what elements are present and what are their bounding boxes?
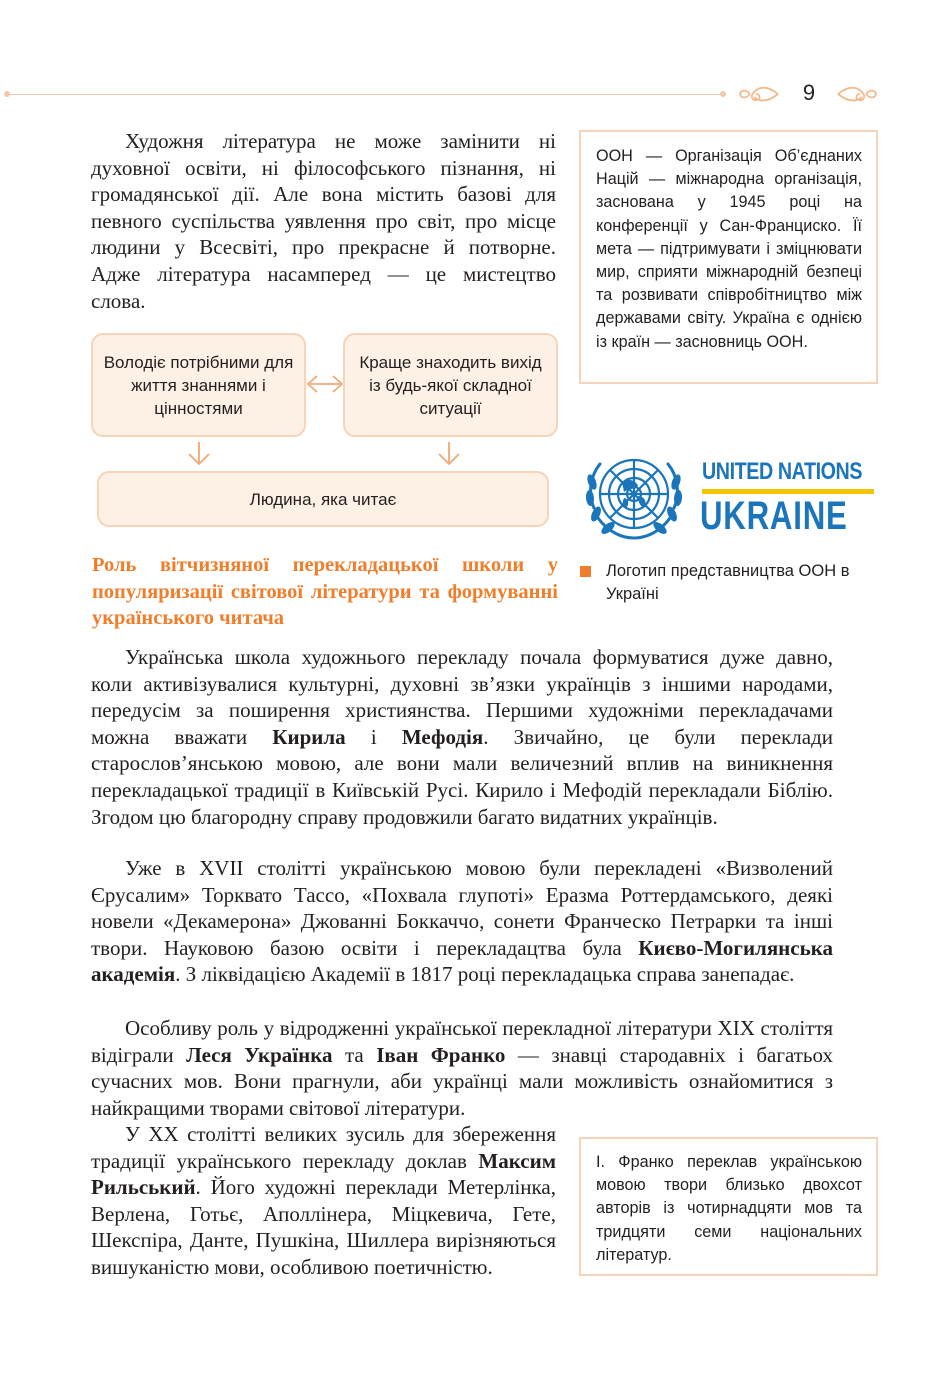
- header-rule-dot: [720, 91, 726, 97]
- left-ornament-icon: [738, 82, 780, 106]
- logo-caption: Логотип представництва ООН в Україні: [606, 562, 850, 603]
- p3-text: Особливу роль у відродженні української перекладної літератури XIX століття відіграли: [91, 1016, 833, 1067]
- p2-text: Уже в XVII столітті українською мовою були перекладені «Визволений Єрусалим» Торквато Тассо, «Похвала глупоті» Еразма Роттердамського, деякі новели «Декамерона» Джованні Боккаччо, сонети Франческо Петрарки та інші твори. Науковою базою освіти і перекладацтва була: [91, 856, 833, 960]
- un-definition-note: [579, 130, 878, 384]
- diagram-box-solutions-text: Краще знаходить вихід із будь-якої складної ситуації: [359, 352, 542, 418]
- p3-text: та: [332, 1042, 377, 1067]
- p3-bold-franko: Іван Франко: [376, 1042, 506, 1067]
- logo-line-united-nations: UNITED NATIONS: [702, 458, 863, 485]
- p4-text: У XX столітті великих зусиль для збереження традиції українського перекладу доклав: [91, 1122, 556, 1173]
- paragraph-20th-century: [91, 1121, 556, 1281]
- un-emblem-icon: [578, 446, 690, 546]
- p1-bold-kyrylo: Кирила: [272, 724, 346, 749]
- diagram-box-reader-text: Людина, яка читає: [249, 489, 397, 509]
- p1-bold-mefodiy: Мефодія: [401, 724, 484, 749]
- p1-text: Українська школа художнього перекладу почала формуватися дуже давно, коли активізувалися культурні, духовні зв’язки українців з іншими народами, передусім за поширення християнства. Першими художніми перекладачами можна вважати: [91, 645, 833, 749]
- header-rule: [8, 94, 726, 95]
- paragraph-19th-century: [91, 1015, 833, 1121]
- intro-paragraph: Художня література не може замінити ні духовної освіти, ні філософського пізнання, ні громадянської дії. Але вона містить базові для певного суспільства уявлення про світ, про місце людини у Всесвіті, про прекрасне й потворне. Адже література насамперед — це мистецтво слова.: [91, 129, 556, 313]
- section-heading: Роль вітчизняної перекладацької школи у популяризації світової літератури та формуванні українського читача: [92, 554, 558, 630]
- right-ornament-icon: [836, 82, 878, 106]
- un-definition-text: ООН — Організація Об’єднаних Націй — міжнародна організація, заснована у 1945 році на конференції у Сан-Франциско. Її мета — підтримувати і зміцнювати мир, сприяти міжнародній безпеці та розвивати співробітництво між державами світу. Україна є однією із країн — засновниць ООН.: [596, 147, 862, 351]
- p1-text: . Звичайно, це були переклади старослов’янською мовою, але вони мали величезний вплив на виникнення перекладацької традиції в Київській Русі. Кирило і Мефодій перекладали Біблію. Згодом цю благородну справу продовжили багато видатних українців.: [91, 724, 833, 829]
- paragraph-translation-school: [91, 644, 833, 830]
- down-arrow-icon: [186, 440, 212, 468]
- diagram-box-solutions: [343, 333, 558, 437]
- diagram-box-knowledge: [91, 333, 306, 437]
- franko-note: [579, 1137, 878, 1276]
- franko-note-text: І. Франко переклав українською мовою твори близько двохсот авторів із чотирнадцяти мов та тридцяти семи національних літератур.: [596, 1153, 862, 1264]
- p2-text: . З ліквідацією Академії в 1817 році перекладацька справа занепадає.: [175, 962, 795, 987]
- p4-text: . Його художні переклади Метерлінка, Верлена, Готьє, Аполлінера, Міцкевича, Гете, Шекспіра, Данте, Пушкіна, Шиллера вирізняються вишуканістю мови, особливою поетичністю.: [91, 1175, 556, 1279]
- p3-bold-lesya: Леся Українка: [186, 1042, 333, 1067]
- diagram-box-knowledge-text: Володіє потрібними для життя знаннями і цінностями: [103, 352, 294, 418]
- caption-bullet: [580, 566, 591, 577]
- diagram-box-reader: [97, 471, 549, 527]
- paragraph-17th-century: [91, 855, 833, 988]
- double-arrow-icon: [304, 370, 346, 398]
- page-number: 9: [802, 80, 816, 105]
- p3-text: — знавці стародавніх і багатьох сучасних мов. Вони прагнули, аби українці мали можливість ознайомитися з найкращими творами світової літератури.: [91, 1042, 833, 1120]
- p4-bold-rylsky: Максим Рильський: [91, 1148, 556, 1200]
- p2-bold-academy: Києво-Могилянська академія: [91, 935, 833, 987]
- un-ukraine-logo: [578, 446, 878, 546]
- down-arrow-icon: [436, 440, 462, 468]
- logo-line-ukraine: UKRAINE: [700, 494, 848, 538]
- p1-text: і: [345, 724, 402, 749]
